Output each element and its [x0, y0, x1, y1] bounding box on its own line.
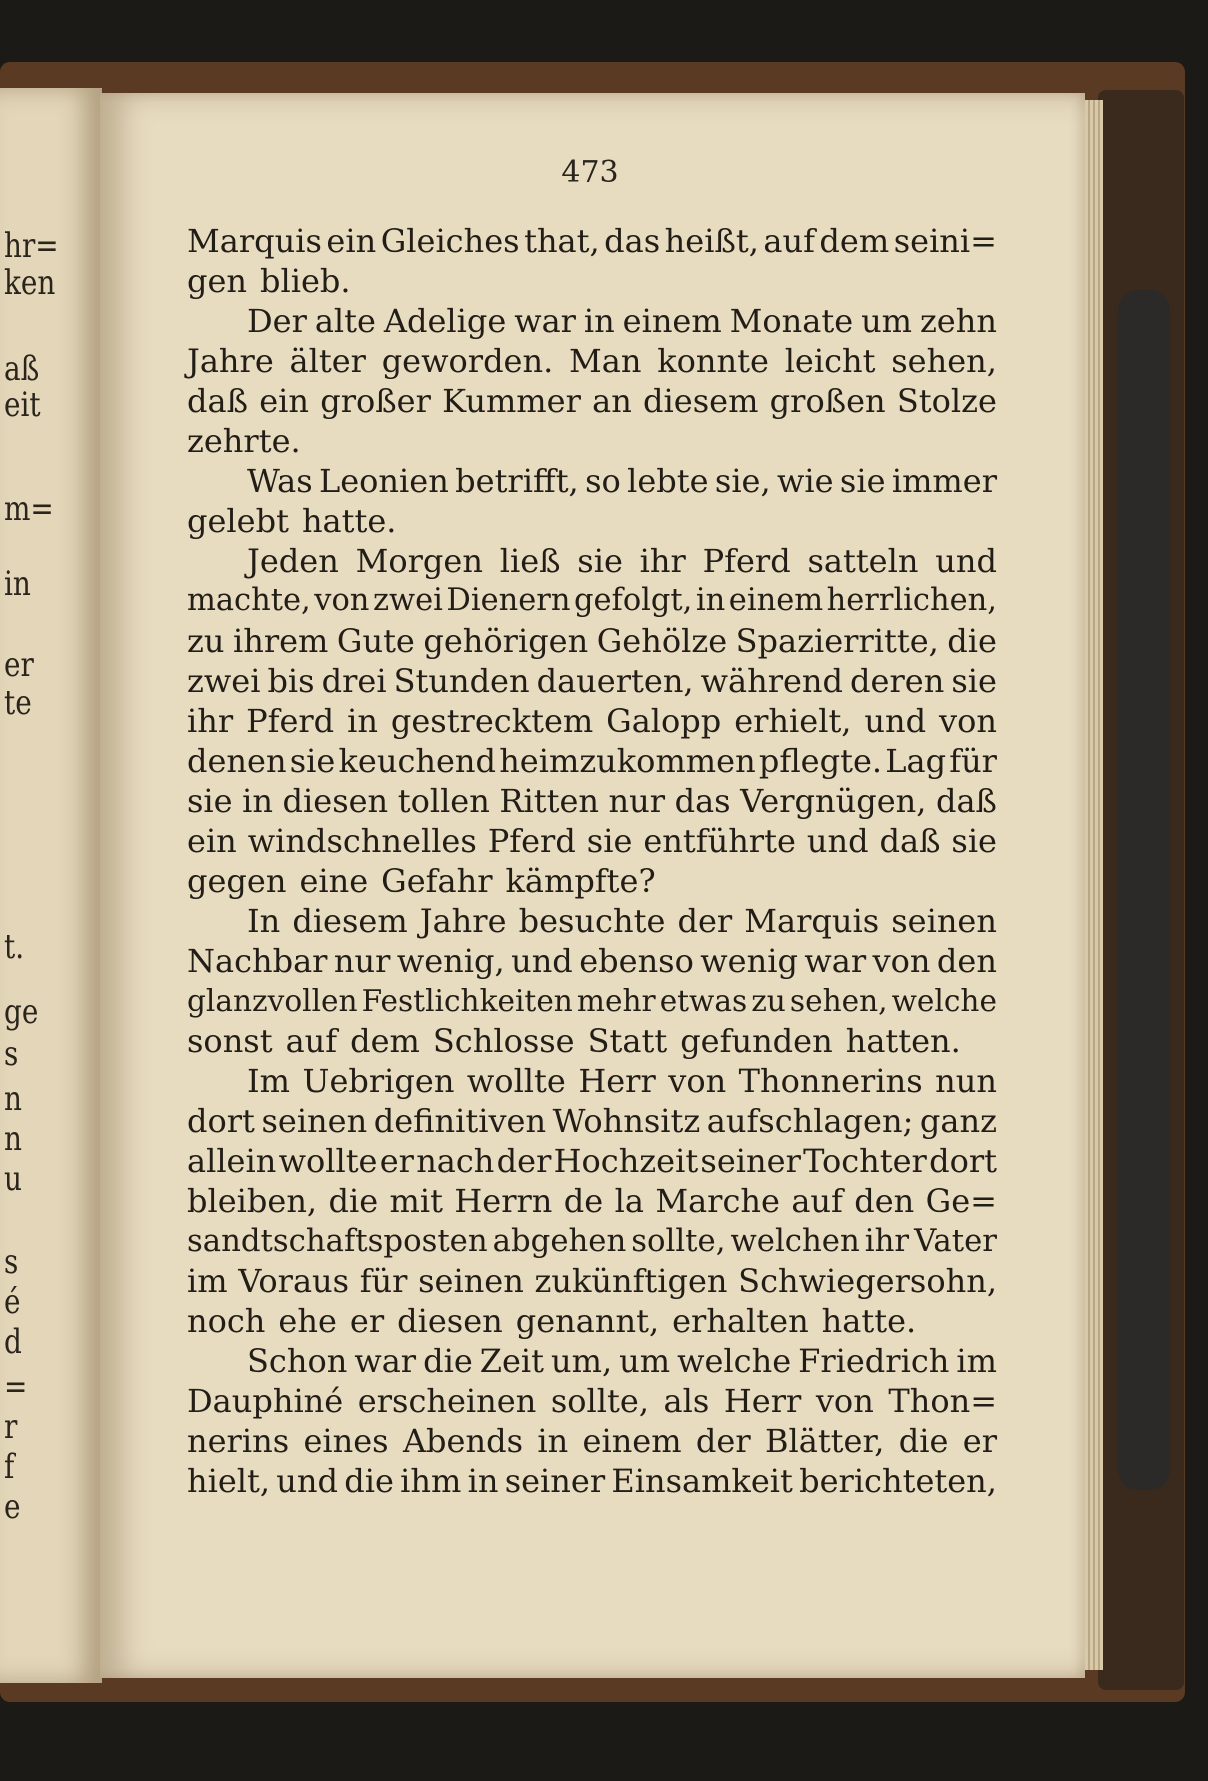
- text-line: In diesem Jahre besuchte der Marquis seinen: [247, 902, 997, 940]
- text-line: im Voraus für seinen zukünftigen Schwiegersohn,: [187, 1262, 997, 1300]
- left-page-fragment: u: [4, 1159, 22, 1199]
- text-line: bleiben, die mit Herrn de la Marche auf den Ge=: [187, 1182, 997, 1220]
- text-line: nerins eines Abends in einem der Blätter, die er: [187, 1422, 997, 1460]
- text-line: noch ehe er diesen genannt, erhalten hatte.: [187, 1302, 917, 1340]
- text-line: denen sie keuchend heimzukommen pflegte. Lag für: [187, 742, 997, 780]
- left-page-fragment: ge: [4, 992, 39, 1032]
- text-line: Marquis ein Gleiches that, das heißt, auf dem seini=: [187, 222, 997, 260]
- left-page-fragment: s: [4, 1034, 19, 1074]
- text-line: Jeden Morgen ließ sie ihr Pferd satteln und: [247, 542, 997, 580]
- page-number: 473: [561, 155, 619, 190]
- left-page-fragment: r: [4, 1407, 18, 1447]
- cover-spine-strip: [1118, 290, 1170, 1490]
- text-line: machte, von zwei Dienern gefolgt, in einem herrlichen,: [187, 583, 997, 618]
- left-page-fragment: aß: [4, 349, 40, 389]
- left-page-fragment: n: [4, 1119, 22, 1159]
- left-page-fragment: é: [4, 1282, 21, 1322]
- text-line: dort seinen definitiven Wohnsitz aufschlagen; ganz: [187, 1102, 997, 1140]
- text-line: Schon war die Zeit um, um welche Friedrich im: [247, 1342, 997, 1380]
- left-page-fragment: m=: [4, 489, 54, 529]
- left-page-fragment: eit: [4, 385, 41, 425]
- text-line: gen blieb.: [187, 262, 351, 300]
- left-page-fragment: hr=: [4, 226, 59, 266]
- text-line: hielt, und die ihm in seiner Einsamkeit berichteten,: [187, 1462, 997, 1500]
- text-line: zu ihrem Gute gehörigen Gehölze Spazierritte, die: [187, 622, 997, 660]
- left-page-fragment: s: [4, 1242, 19, 1282]
- left-page-fragment: f: [4, 1447, 15, 1487]
- left-page-fragment: e: [4, 1487, 21, 1527]
- text-line: Nachbar nur wenig, und ebenso wenig war von den: [187, 942, 997, 980]
- text-line: ein windschnelles Pferd sie entführte und daß sie: [187, 822, 997, 860]
- left-page-fragment: in: [4, 564, 31, 604]
- left-page-fragment: t.: [4, 927, 25, 967]
- left-page-fragment: ken: [4, 263, 56, 303]
- text-line: gelebt hatte.: [187, 502, 397, 540]
- left-page-fragment: n: [4, 1079, 22, 1119]
- text-line: sonst auf dem Schlosse Statt gefunden hatten.: [187, 1022, 961, 1060]
- left-page-fragment: d: [4, 1322, 22, 1362]
- left-page-fragment: er: [4, 645, 34, 685]
- left-page-fragment: te: [4, 683, 32, 723]
- text-line: sie in diesen tollen Ritten nur das Vergnügen, daß: [187, 782, 997, 820]
- text-line: Was Leonien betrifft, so lebte sie, wie sie immer: [247, 462, 997, 500]
- text-line: ihr Pferd in gestrecktem Galopp erhielt, und von: [187, 702, 997, 740]
- text-line: Dauphiné erscheinen sollte, als Herr von Thon=: [187, 1382, 997, 1420]
- text-line: allein wollte er nach der Hochzeit seiner Tochter dort: [187, 1142, 997, 1180]
- text-line: glanzvollen Festlichkeiten mehr etwas zu sehen, welche: [187, 984, 997, 1018]
- text-line: Der alte Adelige war in einem Monate um zehn: [247, 302, 997, 340]
- text-line: Im Uebrigen wollte Herr von Thonnerins nun: [247, 1062, 997, 1100]
- text-line: zwei bis drei Stunden dauerten, während deren sie: [187, 662, 997, 700]
- right-page: [100, 93, 1085, 1678]
- text-line: zehrte.: [187, 422, 301, 460]
- body-text: [187, 221, 997, 1501]
- text-line: sandtschaftsposten abgehen sollte, welchen ihr Vater: [187, 1223, 997, 1259]
- text-line: Jahre älter geworden. Man konnte leicht sehen,: [187, 342, 997, 380]
- text-line: daß ein großer Kummer an diesem großen Stolze: [187, 382, 997, 420]
- text-line: gegen eine Gefahr kämpfte?: [187, 862, 656, 900]
- left-page-fragment: =: [4, 1367, 28, 1407]
- left-page: [0, 88, 102, 1683]
